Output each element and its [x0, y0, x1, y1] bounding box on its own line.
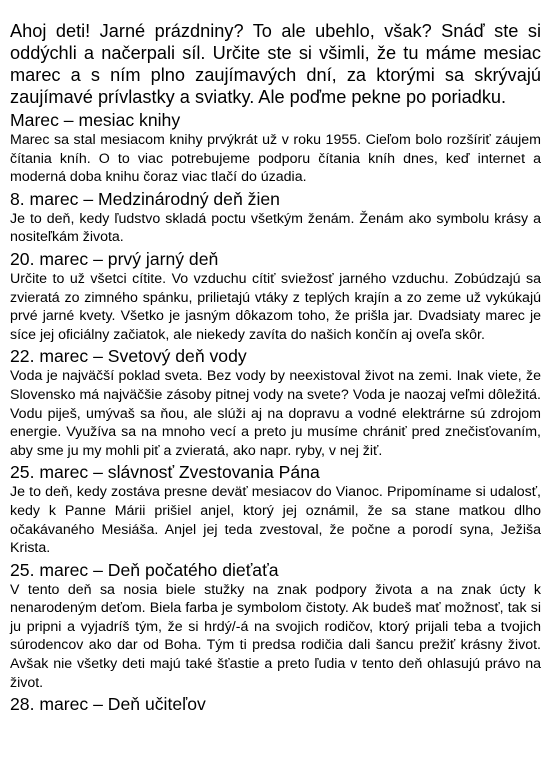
section-teachers-day: [10, 694, 541, 714]
section-text: V tento deň sa nosia biele stužky na znak podpory života a na znak úcty k nenarodeným deťom. Biela farba je symbolom čistoty. Ak budeš mať možnosť, tak si ju pripni a vyjadríš tým, že si hrdý/-á na svojich rodičov, ktorý prijali teba a tvojich súrodencov ako dar od Boha. Tým ti predsa rodičia dali šancu prežiť krásny život. Avšak nie všetky deti majú také šťastie a preto ľudia v tento deň ohlasujú právo na život.: [10, 581, 541, 691]
document-page: [10, 20, 541, 715]
section-annunciation: [10, 462, 541, 557]
section-water-day: [10, 346, 541, 460]
section-month-of-books: [10, 110, 541, 187]
section-text: Je to deň, kedy zostáva presne deväť mesiacov do Vianoc. Pripomíname si udalosť, kedy k Panne Márii prišiel anjel, ktorý jej oznámil, že sa stane matkou dlho očakávaného Mesiáša. Anjel jej teda zvestoval, že počne a porodí syna, Ježiša Krista.: [10, 484, 541, 557]
section-text: Marec sa stal mesiacom knihy prvýkrát už v roku 1955. Cieľom bolo rozšíriť záujem čítania kníh. O to viac potrebujeme podporu čítania kníh dnes, keď internet a moderná doba knihu čoraz viac tlačí do úzadia.: [10, 132, 541, 186]
section-heading: 25. marec – Deň počatého dieťaťa: [10, 559, 279, 580]
section-heading: 28. marec – Deň učiteľov: [10, 694, 206, 715]
section-womens-day: [10, 189, 541, 247]
section-text: Voda je najväčší poklad sveta. Bez vody by neexistoval život na zemi. Inak viete, že Slovensko má najväčšie zásoby pitnej vody na svete? Voda je naozaj veľmi dôležitá. Vodu piješ, umývaš sa ňou, ale slúži aj na dopravu a vodné elektrárne sú zdrojom energie. Využíva sa na mnoho vecí a preto ju musíme chrániť pred znečisťovaním, aby sme ju my mohli piť a zvieratá, ako napr. ryby, v nej žiť.: [10, 368, 541, 459]
section-heading: Marec – mesiac knihy: [10, 110, 181, 130]
section-heading: 8. marec – Medzinárodný deň žien: [10, 188, 280, 209]
section-text: Je to deň, kedy ľudstvo skladá poctu všetkým ženám. Ženám ako symbolu krásy a nositeľkám života.: [10, 210, 541, 246]
section-first-spring-day: [10, 249, 541, 344]
section-text: Určite to už všetci cítite. Vo vzduchu cítiť sviežosť jarného vzduchu. Zobúdzajú sa zvieratá zo zimného spánku, prilietajú vtáky z teplých krajín a zo zeme už vykúkajú prvé jarné kvety. Všetko je jasným dôkazom toho, že prišla jar. Dvadsiaty marec je síce jej oficiálny začiatok, ale niekedy zavíta do našich končín aj oveľa skôr.: [10, 270, 541, 343]
section-heading: 25. marec – slávnosť Zvestovania Pána: [10, 462, 320, 483]
section-heading: 22. marec – Svetový deň vody: [10, 346, 247, 367]
intro-paragraph: Ahoj deti! Jarné prázdniny? To ale ubehlo, však? Snáď ste si oddýchli a načerpali síl. Určite ste si všimli, že tu máme mesiac marec a s ním plno zaujímavých dní, za ktorými sa skrývajú zaujímavé prívlastky a sviatky. Ale poďme pekne po poriadku.: [10, 21, 541, 107]
section-heading: 20. marec – prvý jarný deň: [10, 248, 219, 269]
section-conceived-child-day: [10, 560, 541, 693]
